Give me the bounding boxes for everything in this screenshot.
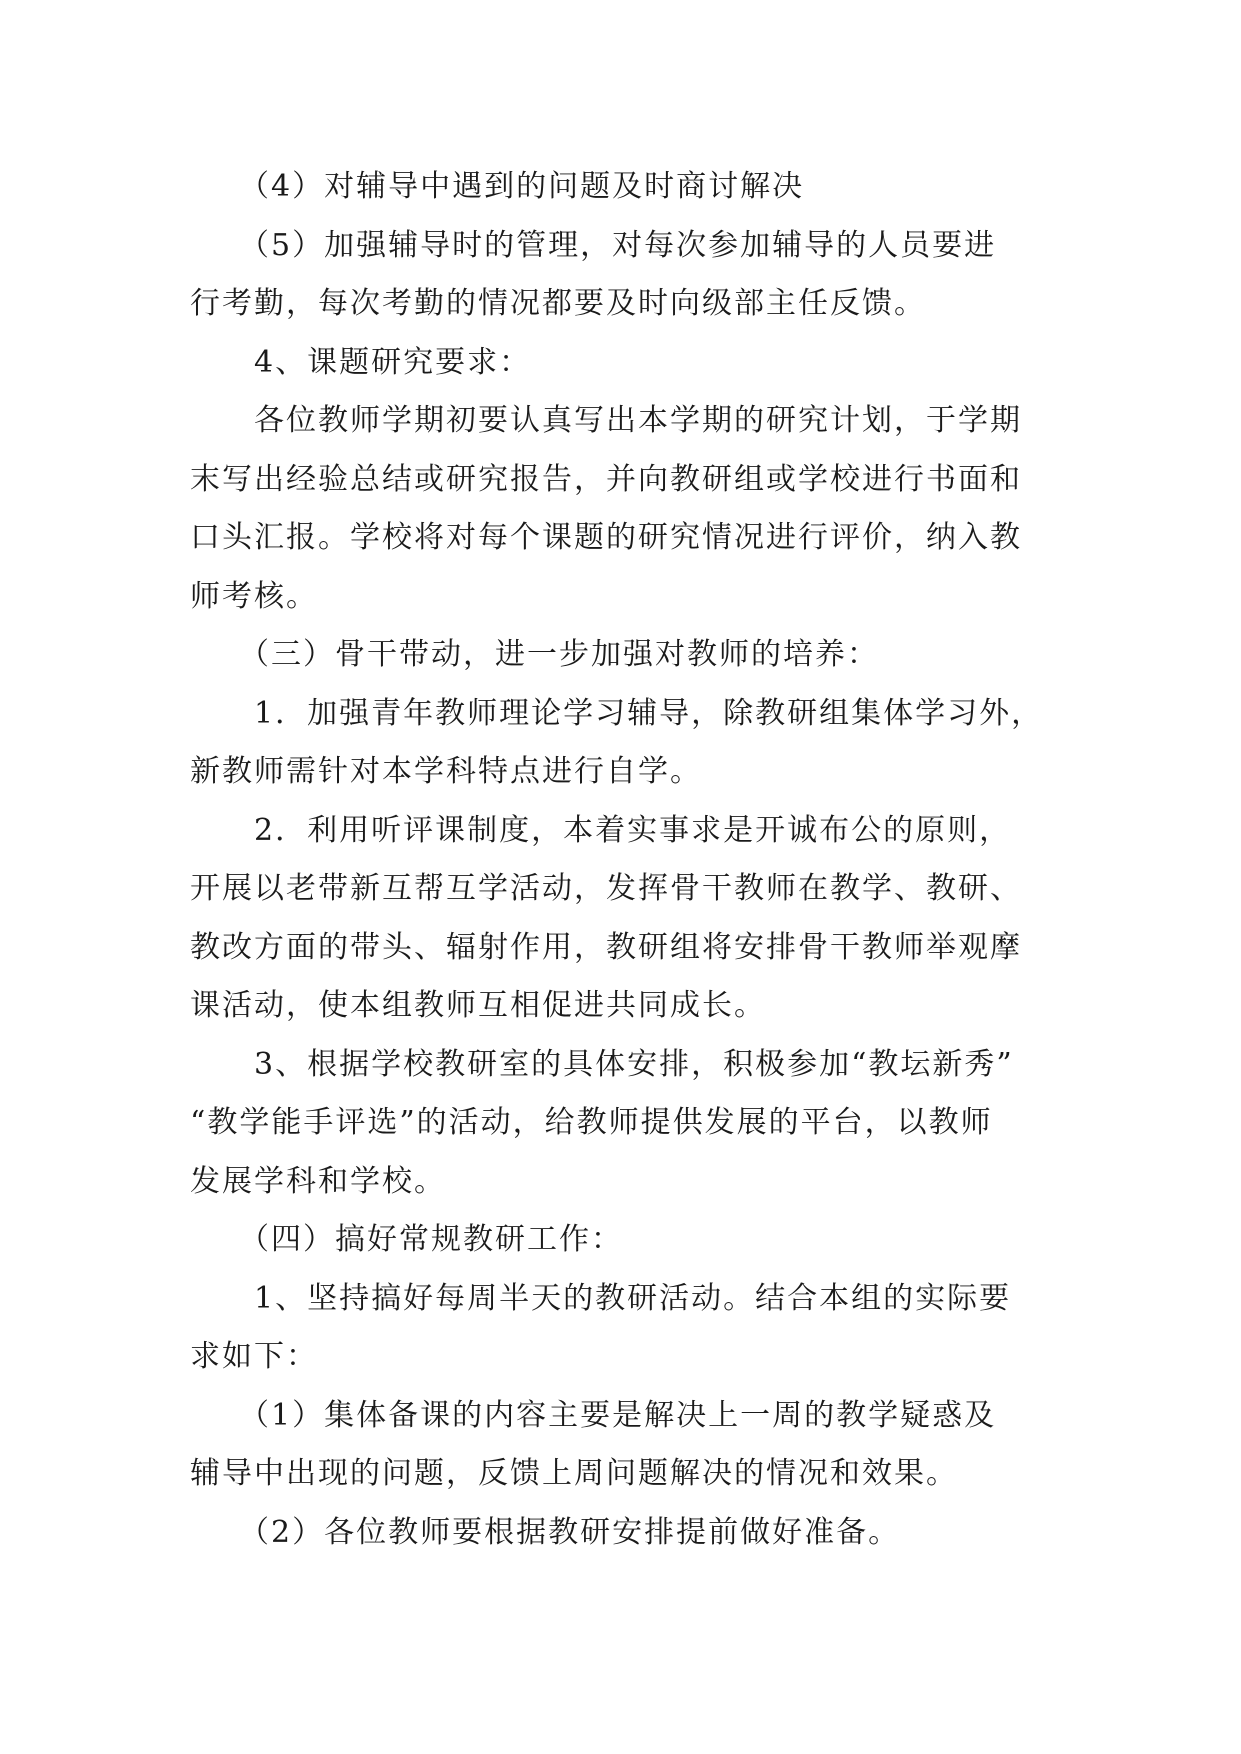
paragraph: [190, 1270, 1060, 1387]
text-line: （4）对辅导中遇到的问题及时商讨解决: [190, 169, 805, 204]
text-line: 1、坚持搞好每周半天的教研活动。结合本组的实际要: [190, 1280, 1012, 1316]
paragraph: [190, 626, 1060, 685]
paragraph: [190, 392, 1060, 626]
paragraph: [190, 1036, 1060, 1212]
text-line: “教学能手评选”的活动，给教师提供发展的平台，以教师: [190, 1105, 993, 1140]
text-line: 开展以老带新互帮互学活动，发挥骨干教师在教学、教研、: [190, 871, 1022, 906]
text-line: 新教师需针对本学科特点进行自学。: [190, 754, 702, 789]
text-line: 各位教师学期初要认真写出本学期的研究计划，于学期: [190, 403, 1022, 438]
text-line: 4、课题研究要求：: [190, 344, 532, 380]
text-line: 求如下：: [190, 1339, 318, 1374]
paragraph: [190, 1387, 1060, 1504]
text-line: 发展学科和学校。: [190, 1163, 446, 1199]
text-line: （2）各位教师要根据教研安排提前做好准备。: [190, 1514, 901, 1550]
text-line: 课活动，使本组教师互相促进共同成长。: [190, 988, 766, 1023]
text-line: 行考勤，每次考勤的情况都要及时向级部主任反馈。: [190, 286, 926, 321]
text-line: 教改方面的带头、辐射作用，教研组将安排骨干教师举观摩: [190, 929, 1022, 965]
document-body: [190, 158, 1060, 1562]
paragraph: [190, 802, 1060, 1036]
text-line: （三）骨干带动，进一步加强对教师的培养：: [190, 637, 879, 672]
text-line: 辅导中出现的问题，反馈上周问题解决的情况和效果。: [190, 1456, 958, 1491]
paragraph: [190, 1211, 1060, 1270]
text-line: （1）集体备课的内容主要是解决上一周的教学疑惑及: [190, 1397, 997, 1433]
text-line: 1．加强青年教师理论学习辅导，除教研组集体学习外，: [190, 695, 1044, 731]
text-line: 3、根据学校教研室的具体安排，积极参加“教坛新秀”: [190, 1046, 1014, 1082]
text-line: 口头汇报。学校将对每个课题的研究情况进行评价，纳入教: [190, 520, 1022, 555]
paragraph: [190, 1504, 1060, 1563]
paragraph: [190, 685, 1060, 802]
paragraph: [190, 158, 1060, 217]
text-line: 师考核。: [190, 578, 318, 614]
paragraph: [190, 217, 1060, 334]
text-line: 末写出经验总结或研究报告，并向教研组或学校进行书面和: [190, 461, 1022, 497]
text-line: 2．利用听评课制度，本着实事求是开诚布公的原则，: [190, 812, 1012, 848]
text-line: （5）加强辅导时的管理，对每次参加辅导的人员要进: [190, 227, 997, 263]
paragraph: [190, 334, 1060, 393]
text-line: （四）搞好常规教研工作：: [190, 1222, 623, 1257]
